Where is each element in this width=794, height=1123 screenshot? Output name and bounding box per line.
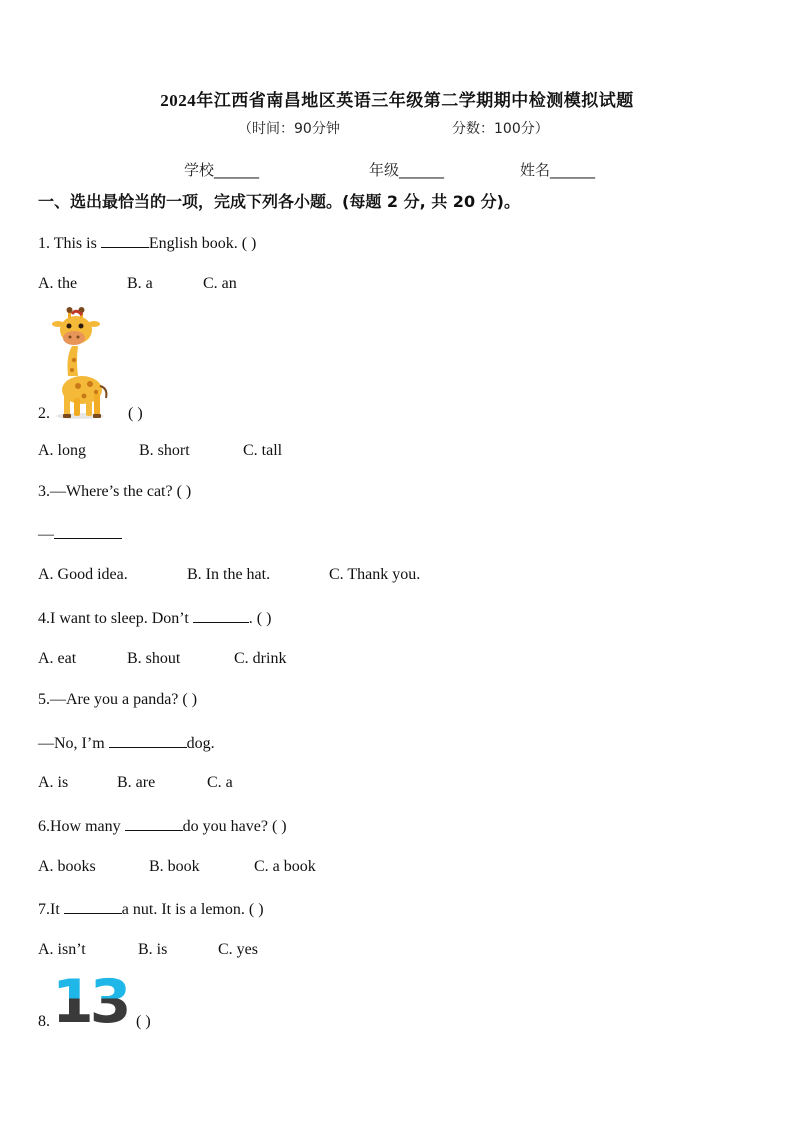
option-c: C. a	[207, 774, 233, 791]
option-a: A. isn’t	[38, 941, 86, 958]
answer-blank	[54, 524, 122, 539]
question-stem: 7.It	[38, 901, 64, 918]
score-info: 分数：100分）	[452, 121, 549, 137]
question-number: 2.	[38, 405, 50, 422]
option-c: C. Thank you.	[329, 566, 421, 583]
question-2	[38, 405, 143, 423]
question-stem-tail: ( )	[136, 1013, 151, 1030]
answer-line: —	[38, 524, 122, 544]
question-stem: 4.I want to sleep. Don’t	[38, 610, 193, 627]
question-1	[38, 233, 256, 253]
grade-field: 年级______	[369, 161, 445, 179]
question-stem-tail: do you have? ( )	[182, 818, 287, 835]
page-title: 2024年江西省南昌地区英语三年级第二学期期中检测模拟试题	[160, 91, 634, 110]
number-13-text: 13	[52, 970, 128, 1026]
option-c: C. tall	[243, 442, 283, 459]
giraffe-picture	[52, 306, 108, 420]
answer-line: —No, I’m dog.	[38, 735, 215, 752]
section-heading: 一、选出最恰当的一项，完成下列各小题。(每题 2 分, 共 20 分)。	[38, 192, 520, 211]
answer-blank	[109, 733, 187, 748]
answer-blank	[125, 816, 183, 831]
question-stem-tail: . ( )	[248, 610, 272, 627]
question-7	[38, 899, 264, 919]
question-4	[38, 608, 271, 628]
question-number: 8.	[38, 1013, 50, 1030]
question-stem-tail: English book. ( )	[148, 235, 257, 252]
time-info: （时间：90分钟	[238, 121, 340, 137]
school-field: 学校______	[184, 161, 260, 179]
option-b: B. a	[127, 275, 153, 292]
name-field: 姓名______	[520, 161, 596, 179]
answer-blank	[101, 233, 149, 248]
option-a: A. long	[38, 442, 86, 459]
question-8	[38, 1013, 151, 1031]
option-c: C. a book	[254, 858, 316, 875]
option-a: A. the	[38, 275, 78, 292]
answer-blank	[193, 608, 249, 623]
question-stem-tail: a nut. It is a lemon. ( )	[121, 901, 264, 918]
answer-blank	[64, 899, 122, 914]
option-b: B. book	[149, 858, 200, 875]
option-a: A. is	[38, 774, 69, 791]
option-c: C. drink	[234, 650, 287, 667]
question-6	[38, 816, 287, 836]
option-b: B. is	[138, 941, 168, 958]
option-b: B. short	[139, 442, 190, 459]
option-a: A. Good idea.	[38, 566, 128, 583]
question-3: 3.—Where’s the cat? ( )	[38, 483, 192, 500]
option-b: B. are	[117, 774, 156, 791]
question-stem-tail: ( )	[128, 405, 143, 422]
option-b: B. In the hat.	[187, 566, 271, 583]
option-a: A. eat	[38, 650, 77, 667]
option-c: C. an	[203, 275, 237, 292]
option-a: A. books	[38, 858, 96, 875]
question-5: 5.—Are you a panda? ( )	[38, 691, 198, 708]
option-c: C. yes	[218, 941, 258, 958]
question-stem: 1. This is	[38, 235, 101, 252]
option-b: B. shout	[127, 650, 181, 667]
question-stem: 6.How many	[38, 818, 125, 835]
